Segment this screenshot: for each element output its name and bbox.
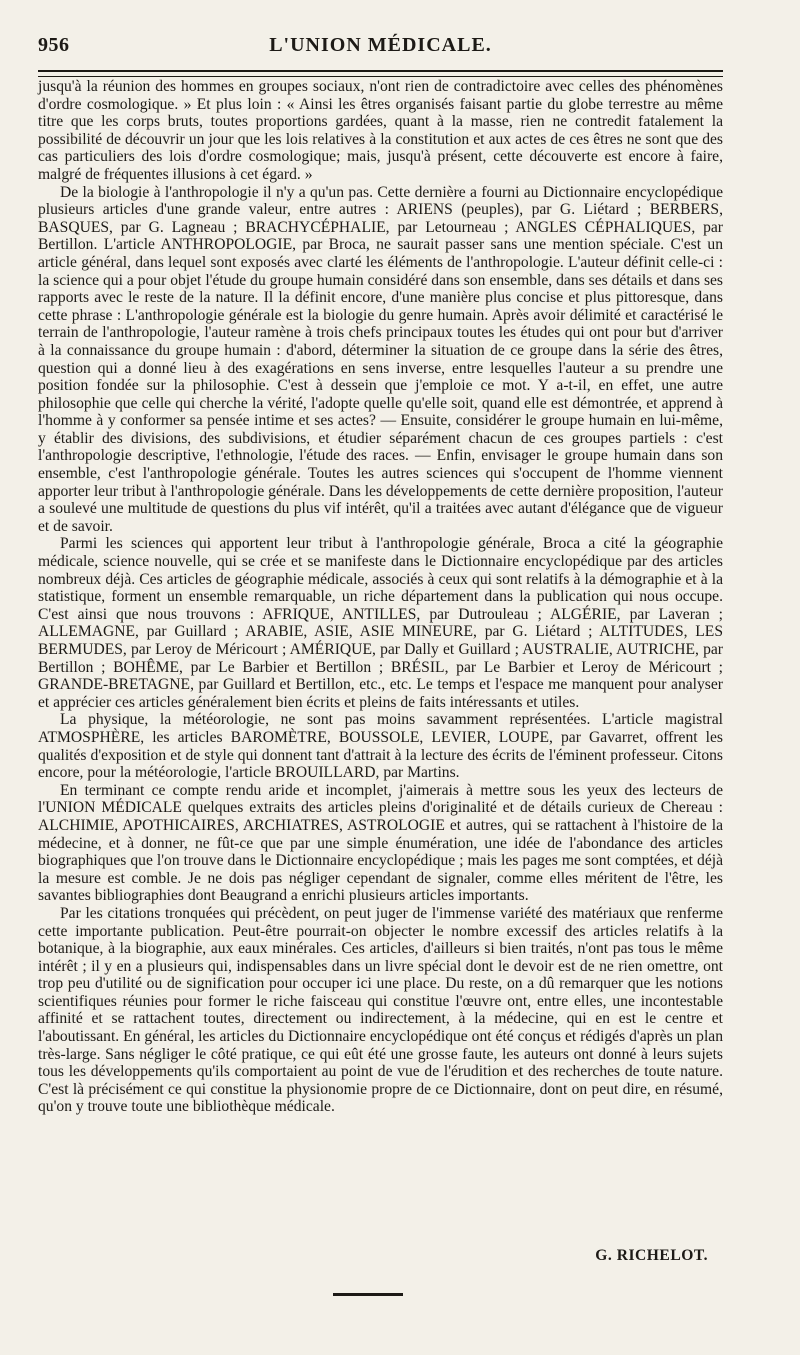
author-signature: G. RICHELOT.: [595, 1247, 708, 1264]
page-number: 956: [38, 34, 70, 56]
running-title: L'UNION MÉDICALE.: [269, 34, 492, 56]
paragraph: La physique, la météorologie, ne sont pas moins savamment représentées. L'article magistral ATMOSPHÈRE, les articles BAROMÈTRE, BOUSSOLE, LEVIER, LOUPE, par Gavarret, offrent les qualités d'exposition et de style qui donnent tant d'attrait à la lecture des écrits de l'éminent professeur. Citons encore, pour la météorologie, l'article BROUILLARD, par Martins.: [38, 711, 723, 782]
header-rule-thick: [38, 70, 723, 72]
paragraph: De la biologie à l'anthropologie il n'y a qu'un pas. Cette dernière a fourni au Dictionnaire encyclopédique plusieurs articles d'une grande valeur, entre autres : ARIENS (peuples), par G. Liétard ; BERBERS, BASQUES, par G. Lagneau ; BRACHYCÉPHALIE, par Letourneau ; ANGLES CÉPHALIQUES, par Bertillon. L'article ANTHROPOLOGIE, par Broca, ne saurait passer sans une mention spéciale. C'est un article général, dans lequel sont exposés avec clarté les éléments de l'anthropologie. L'auteur définit celle-ci : la science qui a pour objet l'étude du groupe humain considéré dans son ensemble, dans ses détails et dans ses rapports avec le reste de la nature. Il la définit encore, d'une manière plus concise et plus pittoresque, dans cette phrase : L'anthropologie générale est la biologie du genre humain. Après avoir délimité et caractérisé le terrain de l'anthropologie, l'auteur ramène à trois chefs principaux toutes les études qui ont pour but d'arriver à la connaissance du groupe humain : d'abord, déterminer la situation de ce groupe dans la série des êtres, question qui a donné lieu à des exagérations en sens inverse, entre lesquelles l'auteur a su prendre une position fondée sur la philosophie. C'est à dessein que j'emploie ce mot. Y a-t-il, en effet, une autre philosophie que celle qui cherche la vérité, l'adopte quelle qu'elle soit, quand elle est démontrée, et apprend à l'homme à y conformer sa pensée intime et ses actes? — Ensuite, considérer le groupe humain en lui-même, y établir des divisions, des subdivisions, et étudier séparément chacun de ces groupes partiels : c'est l'anthropologie descriptive, l'ethnologie, l'étude des races. — Enfin, envisager le groupe humain dans son ensemble, c'est l'anthropologie générale. Toutes les autres sciences qui s'occupent de l'homme viennent apporter leur tribut à l'anthropologie générale. Dans les développements de cette dernière proposition, l'auteur a soulevé une multitude de questions du plus vif intérêt, qu'il a traitées avec autant d'élégance que de vigueur et de savoir.: [38, 183, 723, 535]
article-body: [38, 78, 723, 1116]
paragraph: Parmi les sciences qui apportent leur tribut à l'anthropologie générale, Broca a cité la géographie médicale, science nouvelle, qui se crée et se manifeste dans le Dictionnaire encyclopédique par des articles nombreux déjà. Ces articles de géographie médicale, associés à ceux qui sont relatifs à la démographie et à la statistique, forment un ensemble remarquable, un riche département dans la publication qui nous occupe. C'est ainsi que nous trouvons : AFRIQUE, ANTILLES, par Dutrouleau ; ALGÉRIE, par Laveran ; ALLEMAGNE, par Guillard ; ARABIE, ASIE, ASIE MINEURE, par G. Liétard ; ALTITUDES, LES BERMUDES, par Leroy de Méricourt ; AMÉRIQUE, par Dally et Guillard ; AUSTRALIE, AUTRICHE, par Bertillon ; BOHÊME, par Le Barbier et Bertillon ; BRÉSIL, par Le Barbier et Leroy de Méricourt ; GRANDE-BRETAGNE, par Guillard et Bertillon, etc., etc. Le temps et l'espace me manquent pour analyser et apprécier ces articles généralement bien écrits et pleins de faits intéressants et utiles.: [38, 535, 723, 711]
end-rule: [333, 1293, 403, 1296]
paragraph: Par les citations tronquées qui précèdent, on peut juger de l'immense variété des matériaux que renferme cette importante publication. Peut-être pourrait-on objecter le nombre excessif des articles relatifs à la botanique, à la biographie, aux eaux minérales. Ces articles, d'ailleurs si bien traités, n'ont pas tous le même intérêt ; il y en a plusieurs qui, indispensables dans un livre spécial dont le devoir est de ne rien omettre, ont trop peu d'utilité ou de signification pour occuper ici une place. Du reste, on a dû remarquer que les notions scientifiques réunies pour former le riche faisceau qui constitue l'œuvre ont, entre elles, une incontestable affinité et se rattachent toutes, directement ou indirectement, à la médecine, qui en est le centre et l'aboutissant. En général, les articles du Dictionnaire encyclopédique ont été conçus et rédigés d'après un plan très-large. Sans négliger le côté pratique, ce qui eût été une grosse faute, les auteurs ont donné à leurs sujets tous les développements qu'ils comportaient au point de vue de l'érudition et des recherches de toute nature. C'est là précisément ce qui constitue la physionomie propre de ce Dictionnaire, dont on peut dire, en résumé, qu'on y trouve toute une bibliothèque médicale.: [38, 904, 723, 1116]
header-rule-thin: [38, 76, 723, 77]
paragraph: jusqu'à la réunion des hommes en groupes sociaux, n'ont rien de contradictoire avec celles des phénomènes d'ordre cosmologique. » Et plus loin : « Ainsi les êtres organisés faisant partie du globe terrestre au même titre que les corps bruts, toutes proportions gardées, quant à la masse, rien ne contredit fatalement la possibilité de découvrir un jour que les lois relatives à la constitution et aux actes de ces êtres ne sont que des cas particuliers des lois d'ordre cosmologique; mais, jusqu'à présent, cette découverte est encore à faire, malgré de fréquentes illusions à cet égard. »: [38, 78, 723, 183]
paragraph: En terminant ce compte rendu aride et incomplet, j'aimerais à mettre sous les yeux des lecteurs de l'UNION MÉDICALE quelques extraits des articles pleins d'originalité et de détails curieux de Chereau : ALCHIMIE, APOTHICAIRES, ARCHIATRES, ASTROLOGIE et autres, qui se rattachent à l'histoire de la médecine, et à donner, ne fût-ce que par une simple énumération, une idée de l'abondance des articles biographiques que l'on trouve dans le Dictionnaire encyclopédique ; mais les pages me sont comptées, et déjà la mesure est comble. Je ne dois pas négliger cependant de signaler, comme elles méritent de l'être, les savantes bibliographies dont Beaugrand a enrichi plusieurs articles importants.: [38, 781, 723, 905]
page-header: [38, 30, 723, 66]
